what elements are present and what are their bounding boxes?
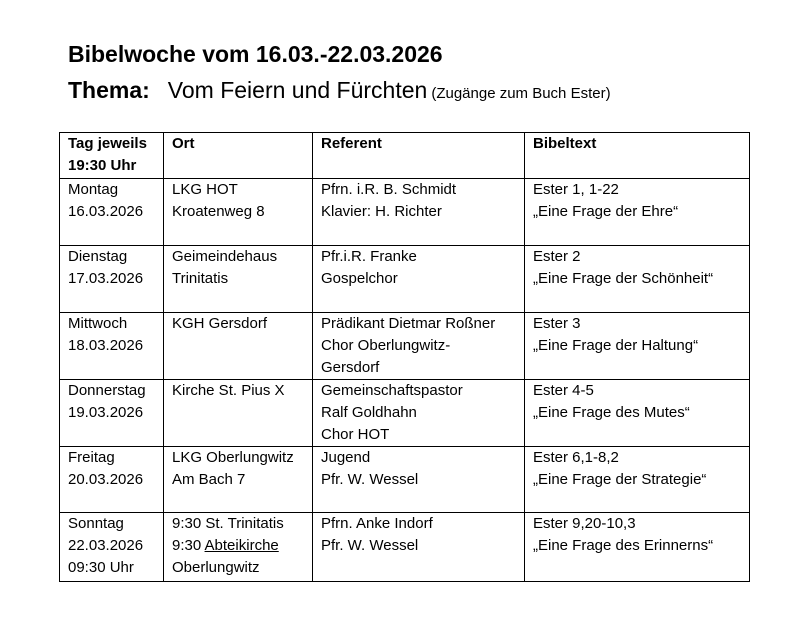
cell-text: „Eine Frage der Haltung“ — [533, 337, 699, 354]
header-speaker-label: Referent — [321, 135, 382, 152]
cell-text: Chor HOT — [321, 426, 390, 443]
cell-bible-text — [525, 179, 750, 246]
cell-text: Kroatenweg 8 — [172, 203, 265, 220]
cell-text: Ester 4-5 — [533, 382, 594, 399]
cell-text: Oberlungwitz — [172, 559, 260, 576]
cell-text: 22.03.2026 — [68, 537, 144, 554]
cell-text: Sonntag — [68, 515, 124, 532]
cell-text: Ester 2 — [533, 248, 581, 265]
cell-day — [60, 447, 164, 513]
cell-text: Donnerstag — [68, 382, 146, 399]
cell-bible-text — [525, 313, 750, 380]
cell-speaker — [313, 246, 525, 313]
cell-place — [164, 447, 313, 513]
cell-day — [60, 246, 164, 313]
cell-bible-text — [525, 447, 750, 513]
cell-text: Ester 6,1-8,2 — [533, 449, 619, 466]
table-header-row — [60, 133, 750, 179]
cell-day — [60, 313, 164, 380]
cell-text: Gersdorf — [321, 359, 380, 376]
cell-bible-text — [525, 380, 750, 447]
cell-text: 20.03.2026 — [68, 471, 144, 488]
cell-text: Mittwoch — [68, 315, 128, 332]
cell-text: Prädikant Dietmar Roßner — [321, 315, 496, 332]
header-place-label: Ort — [172, 135, 195, 152]
cell-text: 17.03.2026 — [68, 270, 144, 287]
cell-speaker — [313, 179, 525, 246]
cell-text: Ralf Goldhahn — [321, 404, 417, 421]
cell-text: Pfrn. i.R. B. Schmidt — [321, 181, 457, 198]
cell-place — [164, 380, 313, 447]
cell-text: LKG HOT — [172, 181, 238, 198]
cell-text: KGH Gersdorf — [172, 315, 268, 332]
cell-text: LKG Oberlungwitz — [172, 449, 294, 466]
cell-text: „Eine Frage der Strategie“ — [533, 471, 707, 488]
cell-text: Ester 3 — [533, 315, 581, 332]
table-row — [60, 447, 750, 513]
table-row — [60, 313, 750, 380]
cell-day — [60, 179, 164, 246]
cell-text: 18.03.2026 — [68, 337, 144, 354]
abteikirche-link[interactable]: Abteikirche — [204, 537, 279, 554]
cell-place — [164, 513, 313, 582]
theme-value: Vom Feiern und Fürchten — [167, 77, 428, 103]
cell-text: Geimeindehaus — [172, 248, 278, 265]
table-row — [60, 513, 750, 582]
header-speaker — [313, 133, 525, 179]
cell-text: Pfrn. Anke Indorf — [321, 515, 433, 532]
cell-bible-text — [525, 246, 750, 313]
cell-text: Jugend — [321, 449, 371, 466]
cell-text: 19.03.2026 — [68, 404, 144, 421]
header-day-line2: 19:30 Uhr — [68, 157, 137, 174]
cell-place — [164, 179, 313, 246]
cell-bible-text — [525, 513, 750, 582]
cell-text: „Eine Frage der Schönheit“ — [533, 270, 714, 287]
theme-subtitle: (Zugänge zum Buch Ester) — [431, 85, 611, 102]
cell-text: „Eine Frage des Erinnerns“ — [533, 537, 714, 554]
cell-text-with-link — [172, 535, 312, 557]
cell-text: 09:30 Uhr — [68, 559, 134, 576]
cell-text: Montag — [68, 181, 119, 198]
cell-text: Pfr.i.R. Franke — [321, 248, 417, 265]
cell-text: Gospelchor — [321, 270, 398, 287]
document-title: Bibelwoche vom 16.03.-22.03.2026 — [68, 41, 443, 67]
cell-text: 9:30 — [172, 537, 205, 554]
schedule-table — [59, 132, 750, 582]
cell-text: Pfr. W. Wessel — [321, 471, 419, 488]
cell-text: „Eine Frage der Ehre“ — [533, 203, 679, 220]
cell-place — [164, 246, 313, 313]
table-row — [60, 246, 750, 313]
header-text — [525, 133, 750, 179]
header-text-label: Bibeltext — [533, 135, 597, 152]
header-day — [60, 133, 164, 179]
header-place — [164, 133, 313, 179]
cell-text: Trinitatis — [172, 270, 229, 287]
header-day-line1: Tag jeweils — [68, 135, 147, 152]
cell-text: Ester 1, 1-22 — [533, 181, 619, 198]
cell-text: Chor Oberlungwitz- — [321, 337, 451, 354]
cell-speaker — [313, 513, 525, 582]
cell-text: 16.03.2026 — [68, 203, 144, 220]
cell-text: Kirche St. Pius X — [172, 382, 285, 399]
cell-day — [60, 513, 164, 582]
cell-text: Klavier: H. Richter — [321, 203, 442, 220]
cell-text: 9:30 St. Trinitatis — [172, 515, 284, 532]
cell-text: Am Bach 7 — [172, 471, 246, 488]
theme-line — [68, 74, 611, 110]
table-row — [60, 380, 750, 447]
table-row — [60, 179, 750, 246]
cell-text: Freitag — [68, 449, 115, 466]
cell-place — [164, 313, 313, 380]
cell-text: „Eine Frage des Mutes“ — [533, 404, 690, 421]
cell-text: Pfr. W. Wessel — [321, 537, 419, 554]
cell-text: Ester 9,20-10,3 — [533, 515, 636, 532]
cell-day — [60, 380, 164, 447]
cell-speaker — [313, 447, 525, 513]
theme-label: Thema: — [68, 77, 150, 103]
cell-speaker — [313, 313, 525, 380]
cell-speaker — [313, 380, 525, 447]
cell-text: Gemeinschaftspastor — [321, 382, 463, 399]
cell-text: Dienstag — [68, 248, 128, 265]
